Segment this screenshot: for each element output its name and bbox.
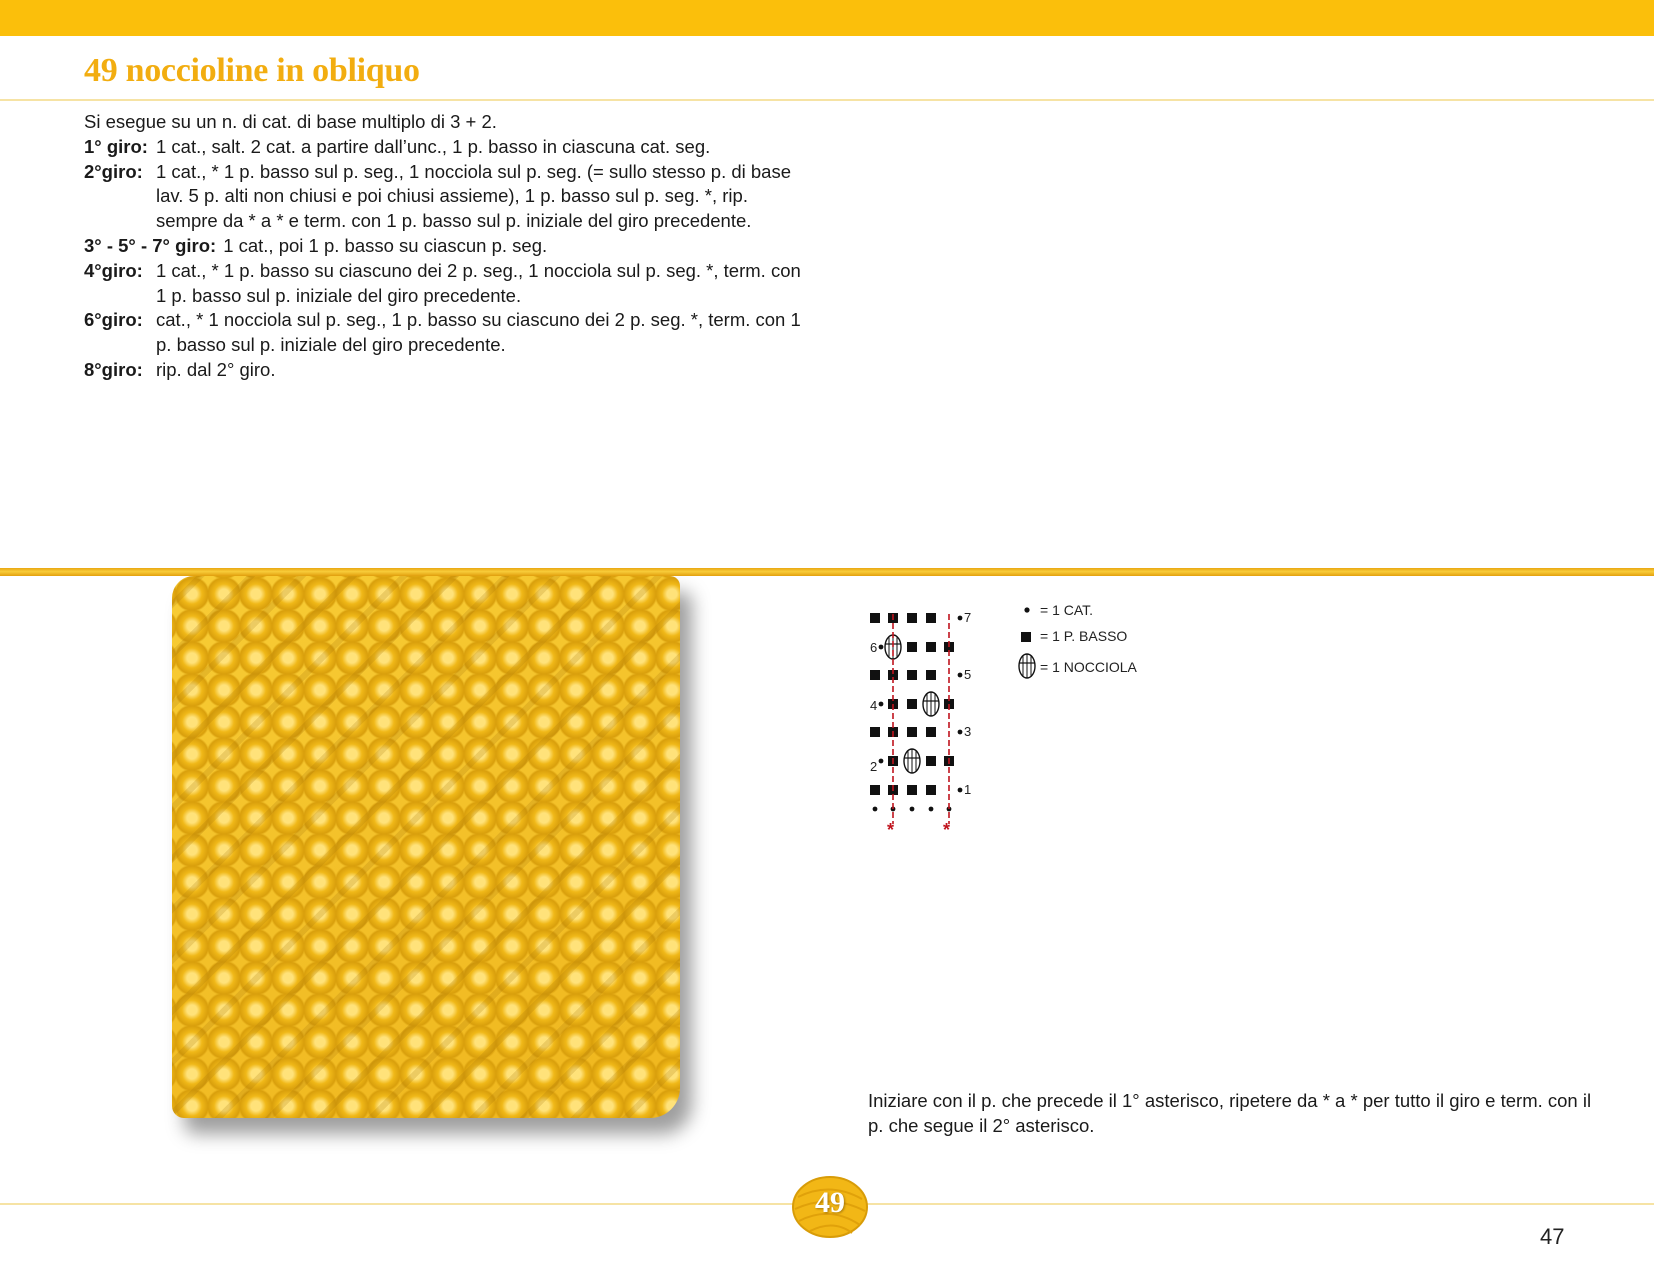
chain-symbol <box>910 807 915 812</box>
step-label: 6°giro: <box>84 309 143 331</box>
step-row-6 <box>84 358 804 383</box>
single-crochet-symbol <box>926 756 936 766</box>
step-text: cat., * 1 nocciola sul p. seg., 1 p. basso su ciascuno dei 2 p. seg. *, term. con 1 p. basso sul p. iniziale del giro precedente. <box>156 309 801 356</box>
step-label: 1° giro: <box>84 135 148 157</box>
single-crochet-symbol <box>926 727 936 737</box>
single-crochet-symbol <box>870 727 880 737</box>
step-text: 1 cat., salt. 2 cat. a partire dall’unc., 1 p. basso in ciascuna cat. seg. <box>156 135 711 157</box>
step-label: 4°giro: <box>84 259 143 281</box>
title-divider <box>0 99 1654 101</box>
single-crochet-symbol <box>926 670 936 680</box>
row-number-6: 6 <box>870 640 878 655</box>
step-row-1 <box>84 135 804 160</box>
single-crochet-symbol <box>907 785 917 795</box>
step-label: 3° - 5° - 7° giro: <box>84 234 217 256</box>
row-number-7: 7 <box>964 610 972 625</box>
chain-symbol <box>879 702 884 707</box>
dot-icon <box>1024 607 1029 612</box>
repeat-asterisk-right: * <box>943 820 951 836</box>
chain-symbol <box>879 645 884 650</box>
step-text: 1 cat., * 1 p. basso sul p. seg., 1 nocciola sul p. seg. (= sullo stesso p. di base lav. 5 p. alti non chiusi e poi chiusi assieme), 1 p. basso sul p. seg. *, rip. sempre da * a * e term. con 1 p. basso sul p. iniziale del giro precedente. <box>156 160 792 232</box>
single-crochet-symbol <box>907 642 917 652</box>
yarn-strand-divider <box>0 568 1654 576</box>
step-text: 1 cat., * 1 p. basso su ciascuno dei 2 p. seg., 1 nocciola sul p. seg. *, term. con 1 p. basso sul p. iniziale del giro precedente. <box>156 259 801 306</box>
single-crochet-symbol <box>870 670 880 680</box>
chain-symbol <box>958 788 963 793</box>
step-text: rip. dal 2° giro. <box>156 358 276 380</box>
instructions-block <box>84 110 804 383</box>
repeat-asterisk-left: * <box>887 820 895 836</box>
crochet-swatch-photo <box>172 576 680 1118</box>
chain-symbol <box>879 759 884 764</box>
page-title: 49 noccioline in obliquo <box>84 52 420 89</box>
single-crochet-symbol <box>907 613 917 623</box>
single-crochet-symbol <box>870 785 880 795</box>
legend-label-bobble: = 1 NOCCIOLA <box>1040 659 1137 675</box>
row-number-5: 5 <box>964 667 972 682</box>
step-label: 8°giro: <box>84 358 143 380</box>
single-crochet-symbol <box>907 727 917 737</box>
step-row-2 <box>84 160 804 234</box>
chain-symbol <box>929 807 934 812</box>
chain-symbol <box>958 730 963 735</box>
single-crochet-symbol <box>926 785 936 795</box>
step-text: 1 cat., poi 1 p. basso su ciascun p. seg. <box>223 234 548 256</box>
chart-legend <box>1019 602 1138 678</box>
chart-row-numbers <box>870 610 971 797</box>
step-row-5 <box>84 308 804 358</box>
row-number-4: 4 <box>870 698 878 713</box>
single-crochet-symbol <box>907 670 917 680</box>
single-crochet-symbol <box>926 642 936 652</box>
instructions-intro: Si esegue su un n. di cat. di base multiplo di 3 + 2. <box>84 111 497 132</box>
step-row-4 <box>84 259 804 309</box>
square-icon <box>1021 632 1031 642</box>
row-number-2: 2 <box>870 759 878 774</box>
top-color-band <box>0 0 1654 36</box>
bobble-symbol <box>904 749 920 773</box>
bobble-symbol <box>923 692 939 716</box>
chain-symbol <box>873 807 878 812</box>
chart-note: Iniziare con il p. che precede il 1° asterisco, ripetere da * a * per tutto il giro e term. con il p. che segue il 2° asterisco. <box>868 1090 1592 1136</box>
single-crochet-symbol <box>907 699 917 709</box>
page-number: 47 <box>1540 1224 1565 1249</box>
row-number-1: 1 <box>964 782 972 797</box>
chain-symbol <box>958 673 963 678</box>
legend-label-single: = 1 P. BASSO <box>1040 628 1128 644</box>
single-crochet-symbol <box>926 613 936 623</box>
badge-number: 49 <box>815 1186 845 1219</box>
bobble-icon <box>1019 654 1035 678</box>
stitch-chart <box>860 596 1160 836</box>
legend-label-chain: = 1 CAT. <box>1040 602 1094 618</box>
single-crochet-symbol <box>870 613 880 623</box>
step-row-3 <box>84 234 804 259</box>
chain-symbol <box>958 616 963 621</box>
step-label: 2°giro: <box>84 160 143 182</box>
row-number-3: 3 <box>964 724 972 739</box>
